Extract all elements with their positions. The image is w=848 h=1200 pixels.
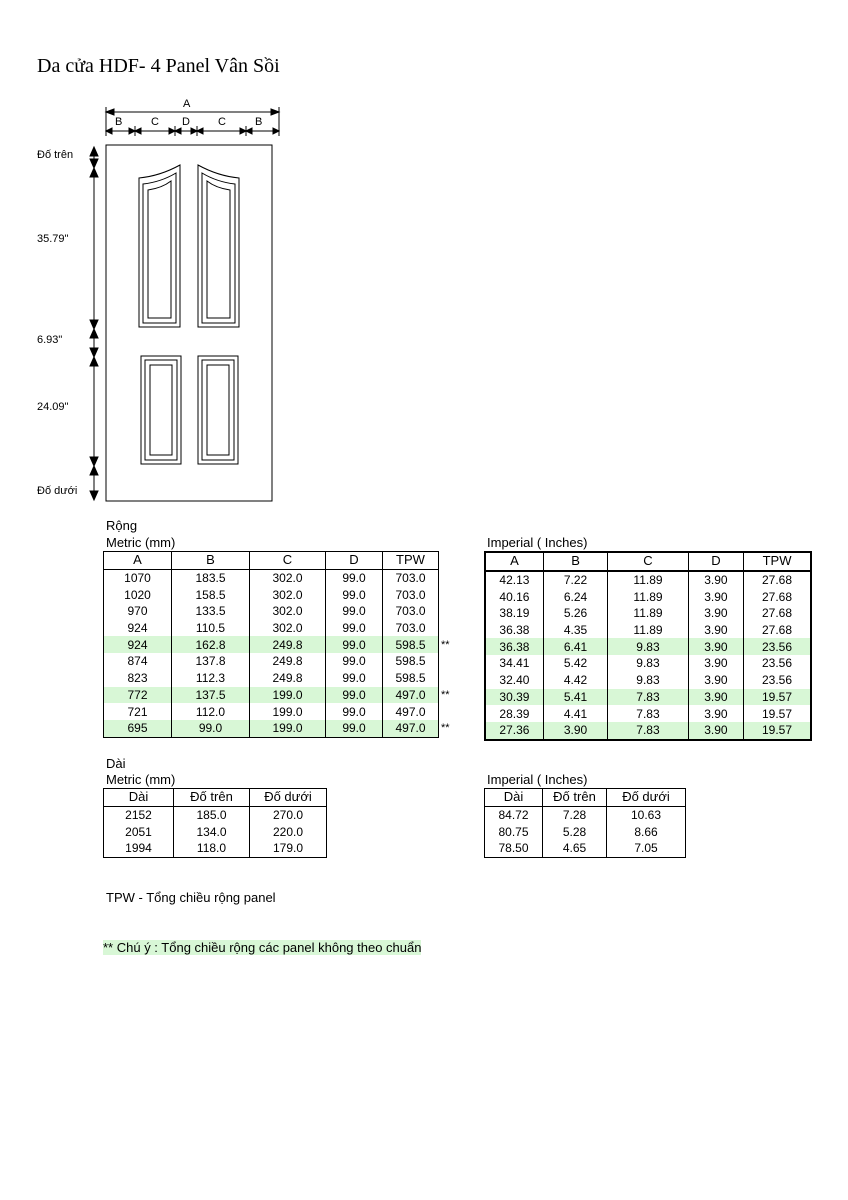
cell: 27.68: [744, 571, 811, 589]
panel-lower-left: [141, 356, 181, 464]
cell: 6.41: [543, 638, 607, 655]
cell: 598.5: [383, 636, 439, 653]
cell: 3.90: [688, 605, 743, 622]
cell: 137.5: [172, 687, 250, 704]
table-row-highlighted: [485, 638, 811, 655]
column-header: Đố trên: [174, 789, 250, 807]
cell: 2051: [104, 823, 174, 840]
cell: 270.0: [250, 806, 327, 823]
cell: 5.42: [543, 655, 607, 672]
cell: 3.90: [688, 571, 743, 589]
column-header: TPW: [383, 552, 439, 570]
length-imperial-table: [484, 788, 686, 858]
length-heading: Dài: [106, 756, 126, 771]
cell: 27.68: [744, 588, 811, 605]
cell: 99.0: [326, 569, 383, 586]
cell: 703.0: [383, 620, 439, 637]
column-header: D: [688, 552, 743, 571]
cell: 9.83: [608, 655, 688, 672]
table-header-row: [485, 552, 811, 571]
cell: 823: [104, 670, 172, 687]
tpw-note: TPW - Tổng chiều rộng panel: [106, 890, 276, 905]
side-label-bottom-rail: Đố dưới: [37, 485, 78, 497]
cell: 924: [104, 636, 172, 653]
panel-upper-right: [198, 165, 239, 327]
dim-label-d: D: [182, 116, 190, 128]
page-title: Da cửa HDF- 4 Panel Vân Sồi: [37, 55, 280, 77]
column-header: A: [104, 552, 172, 570]
cell: 4.65: [543, 840, 607, 857]
cell: 703.0: [383, 603, 439, 620]
table-row: [104, 620, 439, 637]
nonstandard-marker: **: [441, 689, 450, 701]
cell: 1070: [104, 569, 172, 586]
cell: 27.36: [485, 722, 543, 740]
cell: 721: [104, 703, 172, 720]
table-row-highlighted: [485, 689, 811, 706]
table-row: [104, 670, 439, 687]
cell: 23.56: [744, 655, 811, 672]
cell: 27.68: [744, 622, 811, 639]
cell: 183.5: [172, 569, 250, 586]
cell: 11.89: [608, 588, 688, 605]
width-metric-table: [103, 551, 439, 738]
table-header-row: [104, 552, 439, 570]
cell: 99.0: [326, 703, 383, 720]
cell: 924: [104, 620, 172, 637]
cell: 118.0: [174, 840, 250, 857]
table-row: [485, 705, 811, 722]
cell: 133.5: [172, 603, 250, 620]
cell: 99.0: [172, 720, 250, 737]
table-row: [485, 672, 811, 689]
cell: 4.42: [543, 672, 607, 689]
nonstandard-marker: **: [441, 722, 450, 734]
cell: 5.28: [543, 823, 607, 840]
cell: 302.0: [250, 586, 326, 603]
cell: 28.39: [485, 705, 543, 722]
cell: 9.83: [608, 672, 688, 689]
cell: 598.5: [383, 670, 439, 687]
cell: 162.8: [172, 636, 250, 653]
dim-label-c-left: C: [151, 116, 159, 128]
column-header: Đố trên: [543, 789, 607, 807]
cell: 3.90: [688, 705, 743, 722]
cell: 4.35: [543, 622, 607, 639]
table-row: [485, 823, 686, 840]
cell: 99.0: [326, 687, 383, 704]
cell: 3.90: [688, 655, 743, 672]
cell: 36.38: [485, 638, 543, 655]
table-row: [104, 603, 439, 620]
cell: 11.89: [608, 571, 688, 589]
dim-label-a: A: [183, 98, 191, 110]
cell: 249.8: [250, 636, 326, 653]
cell: 302.0: [250, 603, 326, 620]
nonstandard-marker: **: [441, 639, 450, 651]
cell: 11.89: [608, 622, 688, 639]
cell: 249.8: [250, 653, 326, 670]
cell: 38.19: [485, 605, 543, 622]
cell: 23.56: [744, 638, 811, 655]
side-label-upper-height: 35.79": [37, 233, 69, 245]
width-metric-caption: Metric (mm): [106, 535, 176, 550]
side-label-mid-rail: 6.93": [37, 334, 63, 346]
cell: 3.90: [688, 722, 743, 740]
cell: 5.41: [543, 689, 607, 706]
cell: 1020: [104, 586, 172, 603]
cell: 703.0: [383, 569, 439, 586]
table-row: [485, 655, 811, 672]
table-row: [104, 586, 439, 603]
cell: 99.0: [326, 636, 383, 653]
cell: 80.75: [485, 823, 543, 840]
cell: 99.0: [326, 653, 383, 670]
cell: 199.0: [250, 720, 326, 737]
cell: 302.0: [250, 569, 326, 586]
cell: 3.90: [688, 622, 743, 639]
length-metric-caption: Metric (mm): [106, 772, 176, 787]
cell: 7.83: [608, 705, 688, 722]
table-header-row: [485, 789, 686, 807]
column-header: A: [485, 552, 543, 571]
cell: 30.39: [485, 689, 543, 706]
cell: 11.89: [608, 605, 688, 622]
cell: 703.0: [383, 586, 439, 603]
column-header: Dài: [485, 789, 543, 807]
cell: 7.28: [543, 806, 607, 823]
cell: 185.0: [174, 806, 250, 823]
cell: 598.5: [383, 653, 439, 670]
dim-label-b-left: B: [115, 116, 123, 128]
table-row: [485, 840, 686, 857]
cell: 99.0: [326, 670, 383, 687]
cell: 9.83: [608, 638, 688, 655]
cell: 8.66: [607, 823, 686, 840]
column-header: C: [250, 552, 326, 570]
column-header: B: [172, 552, 250, 570]
dim-label-c-right: C: [218, 116, 226, 128]
cell: 78.50: [485, 840, 543, 857]
width-imperial-table: [484, 551, 812, 741]
cell: 7.22: [543, 571, 607, 589]
nonstandard-note-text: ** Chú ý : Tổng chiều rộng các panel không theo chuẩn: [103, 940, 422, 955]
width-imperial-caption: Imperial ( Inches): [487, 535, 588, 550]
door-outline: [106, 145, 272, 501]
table-row-highlighted: [104, 720, 439, 737]
cell: 772: [104, 687, 172, 704]
cell: 134.0: [174, 823, 250, 840]
cell: 99.0: [326, 620, 383, 637]
column-header: Đố dưới: [607, 789, 686, 807]
cell: 497.0: [383, 703, 439, 720]
side-label-top-rail: Đố trên: [37, 149, 74, 161]
cell: 99.0: [326, 586, 383, 603]
cell: 23.56: [744, 672, 811, 689]
cell: 874: [104, 653, 172, 670]
cell: 19.57: [744, 722, 811, 740]
table-row: [104, 823, 327, 840]
table-row: [485, 806, 686, 823]
column-header: Đố dưới: [250, 789, 327, 807]
table-row: [104, 653, 439, 670]
column-header: D: [326, 552, 383, 570]
cell: 42.13: [485, 571, 543, 589]
cell: 3.90: [688, 638, 743, 655]
cell: 7.83: [608, 722, 688, 740]
table-row: [104, 840, 327, 857]
column-header: C: [608, 552, 688, 571]
cell: 4.41: [543, 705, 607, 722]
cell: 32.40: [485, 672, 543, 689]
cell: 1994: [104, 840, 174, 857]
table-row-highlighted: [104, 687, 439, 704]
table-row: [485, 605, 811, 622]
cell: 99.0: [326, 720, 383, 737]
cell: 40.16: [485, 588, 543, 605]
side-label-lower-height: 24.09": [37, 401, 69, 413]
cell: 112.0: [172, 703, 250, 720]
cell: 497.0: [383, 720, 439, 737]
cell: 970: [104, 603, 172, 620]
cell: 19.57: [744, 705, 811, 722]
cell: 137.8: [172, 653, 250, 670]
table-row: [104, 569, 439, 586]
cell: 84.72: [485, 806, 543, 823]
cell: 302.0: [250, 620, 326, 637]
table-row-highlighted: [104, 636, 439, 653]
table-row: [104, 806, 327, 823]
cell: 3.90: [543, 722, 607, 740]
panel-upper-left: [139, 165, 180, 327]
cell: 2152: [104, 806, 174, 823]
cell: 110.5: [172, 620, 250, 637]
cell: 36.38: [485, 622, 543, 639]
table-row: [485, 588, 811, 605]
cell: 34.41: [485, 655, 543, 672]
cell: 7.05: [607, 840, 686, 857]
cell: 179.0: [250, 840, 327, 857]
cell: 3.90: [688, 689, 743, 706]
cell: 27.68: [744, 605, 811, 622]
table-row-highlighted: [485, 722, 811, 740]
table-header-row: [104, 789, 327, 807]
table-row: [485, 622, 811, 639]
cell: 695: [104, 720, 172, 737]
cell: 497.0: [383, 687, 439, 704]
column-header: B: [543, 552, 607, 571]
cell: 3.90: [688, 672, 743, 689]
nonstandard-note: [103, 940, 421, 955]
column-header: TPW: [744, 552, 811, 571]
cell: 112.3: [172, 670, 250, 687]
cell: 10.63: [607, 806, 686, 823]
column-header: Dài: [104, 789, 174, 807]
cell: 5.26: [543, 605, 607, 622]
panel-lower-right: [198, 356, 238, 464]
length-imperial-caption: Imperial ( Inches): [487, 772, 588, 787]
cell: 199.0: [250, 703, 326, 720]
cell: 249.8: [250, 670, 326, 687]
length-metric-table: [103, 788, 327, 858]
width-heading: Rộng: [106, 518, 138, 533]
cell: 158.5: [172, 586, 250, 603]
cell: 3.90: [688, 588, 743, 605]
cell: 19.57: [744, 689, 811, 706]
table-row: [485, 571, 811, 589]
dim-label-b-right: B: [255, 116, 263, 128]
table-row: [104, 703, 439, 720]
cell: 6.24: [543, 588, 607, 605]
cell: 199.0: [250, 687, 326, 704]
cell: 220.0: [250, 823, 327, 840]
cell: 7.83: [608, 689, 688, 706]
cell: 99.0: [326, 603, 383, 620]
